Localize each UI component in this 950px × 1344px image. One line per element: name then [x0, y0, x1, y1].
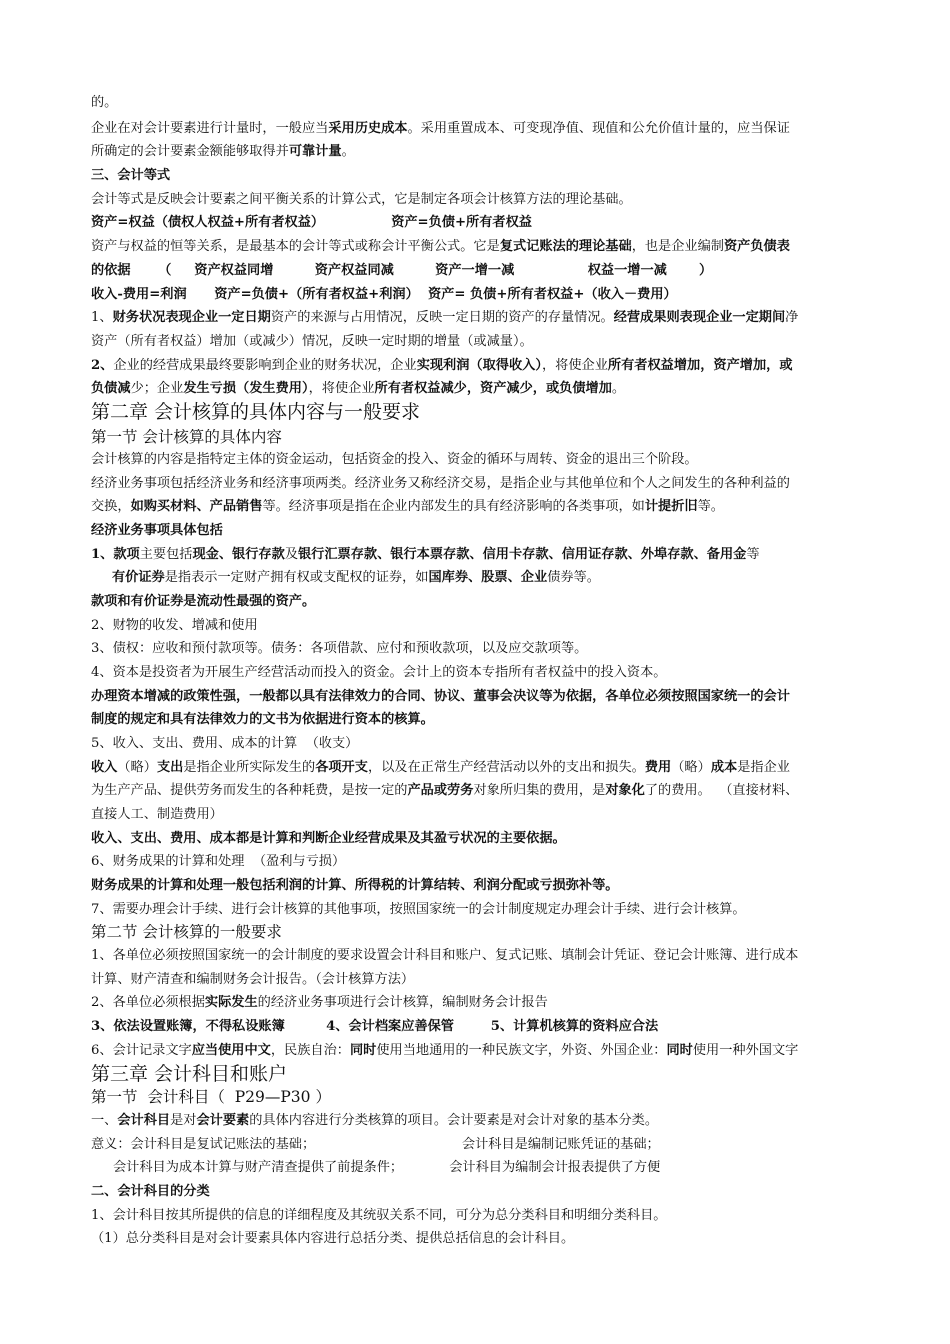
- bold-text: 各项开支: [315, 760, 368, 775]
- text-line: [91, 307, 866, 329]
- section-heading: [91, 426, 866, 448]
- text-line: [91, 709, 866, 731]
- bold-text: 财务状况表现企业一定日期: [112, 310, 271, 325]
- text-span: ，以及在正常生产经营活动以外的支出和损失。: [367, 760, 645, 775]
- text-span: 等: [746, 547, 760, 562]
- text-line: [91, 212, 866, 234]
- bold-text: 实现利润（取得收入）: [416, 358, 542, 373]
- section-heading: [91, 921, 866, 943]
- bold-text: 负债减: [91, 381, 131, 396]
- bold-text: 现金、银行存款: [192, 547, 285, 562]
- text-span: 资产的来源与占用情况，反映一定日期的资产的存量情况。: [270, 310, 614, 325]
- bold-text: 对象化: [605, 783, 645, 798]
- text-span: 企业在对会计要素进行计量时，一般应当: [91, 121, 329, 136]
- text-span: 使用一种外国文字: [692, 1043, 799, 1058]
- text-span: 的。: [91, 95, 118, 110]
- bold-text: 发生亏损（发生费用）: [183, 381, 309, 396]
- text-line: [91, 757, 866, 779]
- text-span: 是对: [170, 1113, 197, 1128]
- text-span: 5、收入、支出、费用、成本的计算 （收支）: [91, 736, 359, 751]
- text-line: [91, 189, 866, 211]
- text-span: 会计等式是反映会计要素之间平衡关系的计算公式，它是制定各项会计核算方法的理论基础。: [91, 192, 632, 207]
- text-line: [91, 780, 866, 802]
- chapter-heading: [91, 400, 866, 424]
- text-span: 企业的经营成果最终要影响到企业的财务状况，企业: [113, 358, 417, 373]
- text-line: [91, 378, 866, 400]
- bold-text: 国库券、股票、企业: [428, 570, 548, 585]
- text-span: 4、资本是投资者为开展生产经营活动而投入的资金。会计上的资本专指所有者权益中的投入资本。: [91, 665, 667, 680]
- text-line: [91, 686, 866, 708]
- text-line: [91, 662, 866, 684]
- text-span: 为生产产品、提供劳务而发生的各种耗费，是按一定的: [91, 783, 408, 798]
- bold-text: 计提折旧: [644, 499, 698, 514]
- text-span: 债券等。: [547, 570, 600, 585]
- text-span: 第三章 会计科目和账户: [91, 1063, 288, 1085]
- text-span: 交换，: [91, 499, 131, 514]
- bold-text: 1、款项: [91, 547, 140, 562]
- text-line: [91, 141, 866, 163]
- text-line: [91, 1205, 866, 1227]
- text-line: [91, 473, 866, 495]
- text-span: 。: [341, 144, 355, 159]
- text-line: [91, 945, 866, 967]
- text-span: 的具体内容进行分类核算的项目。会计要素是对会计对象的基本分类。: [249, 1113, 659, 1128]
- text-span: 等。: [697, 499, 724, 514]
- text-span: 净: [785, 310, 799, 325]
- text-line: [91, 1110, 866, 1132]
- text-span: 第二章 会计核算的具体内容与一般要求: [91, 401, 421, 423]
- text-line: [112, 567, 887, 589]
- text-span: 计算、财产清查和编制财务会计报告。（会计核算方法）: [91, 972, 415, 987]
- text-line: [91, 828, 866, 850]
- bold-text: 支出: [156, 760, 184, 775]
- text-span: ，民族自治：: [270, 1043, 350, 1058]
- text-span: 的经济业务事项进行会计核算，编制财务会计报告: [257, 995, 548, 1010]
- text-span: 6、财务成果的计算和处理 （盈利与亏损）: [91, 854, 346, 869]
- text-span: 所确定的会计要素金额能够取得并: [91, 144, 289, 159]
- bold-text: 如购买材料、产品销售: [130, 499, 263, 514]
- bold-text: 所有者权益减少，资产减少，或负债增加: [374, 381, 612, 396]
- bold-text: 制度的规定和具有法律效力的文书为依据进行资本的核算。: [91, 712, 434, 727]
- bold-text: 的依据 （ 资产权益同增 资产权益同减 资产一增一减 权益一增一减 ）: [91, 263, 713, 278]
- text-span: 第一节 会计科目（ P29—P30 ）: [91, 1088, 331, 1106]
- text-line: [91, 591, 866, 613]
- text-span: 3、债权：应收和预付款项等。债务：各项借款、应付和预收款项，以及应交款项等。: [91, 641, 588, 656]
- text-line: [91, 992, 866, 1014]
- text-span: （1）总分类科目是对会计要素具体内容进行总括分类、提供总括信息的会计科目。: [91, 1231, 575, 1246]
- text-span: 6、会计记录文字: [91, 1043, 192, 1058]
- bold-text: 资产负债表: [724, 239, 790, 254]
- text-span: 一、: [91, 1113, 118, 1128]
- text-span: 少；企业: [130, 381, 184, 396]
- bold-text: 款项和有价证券是流动性最强的资产。: [91, 594, 316, 609]
- bold-text: 资产=权益（债权人权益+所有者权益）: [91, 215, 325, 230]
- text-span: 第一节 会计核算的具体内容: [91, 428, 282, 446]
- text-line: [91, 496, 866, 518]
- bold-text: 3、依法设置账簿，不得私设账簿 4、会计档案应善保管 5、计算机核算的资料应合法: [91, 1019, 659, 1034]
- bold-text: 会计要素: [196, 1113, 250, 1128]
- bold-text: 经济业务事项具体包括: [91, 523, 223, 538]
- text-line: [91, 355, 866, 377]
- text-span: 是指企业: [737, 760, 790, 775]
- text-span: 1、: [91, 310, 113, 325]
- text-line: [91, 118, 866, 140]
- text-line: [91, 520, 866, 542]
- text-span: ，也是企业编制: [631, 239, 724, 254]
- bold-text: 银行汇票存款、银行本票存款、信用卡存款、信用证存款、外埠存款、备用金: [298, 547, 747, 562]
- bold-text: 收入: [91, 760, 118, 775]
- text-span: 主要包括: [139, 547, 193, 562]
- bold-text: 同时: [349, 1043, 377, 1058]
- chapter-heading: [91, 1062, 866, 1086]
- text-line: [91, 899, 866, 921]
- text-line: [91, 92, 866, 114]
- bold-text: 可靠计量: [288, 144, 342, 159]
- text-span: 7、需要办理会计手续、进行会计核算的其他事项，按照国家统一的会计制度规定办理会计手续、进行会计核算。: [91, 902, 746, 917]
- text-span: 。采用重置成本、可变现净值、现值和公允价值计量的，应当保证: [407, 121, 790, 136]
- text-line: [91, 260, 866, 282]
- text-line: [91, 804, 866, 826]
- bold-text: 采用历史成本: [328, 121, 408, 136]
- text-span: 使用当地通用的一种民族文字，外资、外国企业：: [376, 1043, 667, 1058]
- text-line: [91, 165, 866, 187]
- bold-text: 成本: [710, 760, 738, 775]
- text-line: [91, 638, 866, 660]
- text-span: 1、会计科目按其所提供的信息的详细程度及其统驭关系不同，可分为总分类科目和明细分类科目。: [91, 1208, 667, 1223]
- text-line: [91, 1134, 866, 1156]
- text-line: [91, 284, 866, 306]
- bold-text: 实际发生: [204, 995, 258, 1010]
- bold-text: 复式记账法的理论基础: [499, 239, 632, 254]
- text-line: [91, 615, 866, 637]
- bold-text: 资产=负债+所有者权益: [391, 215, 532, 230]
- text-span: ，将使企业: [541, 358, 608, 373]
- text-span: 直接人工、制造费用）: [91, 807, 223, 822]
- text-span: 意义：会计科目是复试记账法的基础； 会计科目是编制记账凭证的基础；: [91, 1137, 660, 1152]
- bold-text: 二、会计科目的分类: [91, 1184, 210, 1199]
- text-span: 是指表示一定财产拥有权或支配权的证券，如: [164, 570, 429, 585]
- text-span: [324, 215, 391, 230]
- text-line: [91, 1016, 866, 1038]
- text-span: 等。经济事项是指在企业内部发生的具有经济影响的各类事项，如: [262, 499, 645, 514]
- text-line: [91, 449, 866, 471]
- text-span: 会计核算的内容是指特定主体的资金运动，包括资金的投入、资金的循环与周转、资金的退出三个阶段。: [91, 452, 698, 467]
- text-span: 了的费用。 （直接材料、: [644, 783, 799, 798]
- bold-text: 经营成果则表现企业一定期间: [613, 310, 786, 325]
- text-line: [91, 1228, 866, 1250]
- text-span: 第二节 会计核算的一般要求: [91, 923, 282, 941]
- text-span: 。: [611, 381, 626, 396]
- bold-text: 应当使用中文: [191, 1043, 271, 1058]
- bold-text: 收入-费用=利润 资产=负债+（所有者权益+利润） 资产= 负债+所有者权益+（收入－费用）: [91, 287, 677, 302]
- text-span: （略）: [117, 760, 157, 775]
- text-span: 对象所归集的费用，是: [473, 783, 606, 798]
- bold-text: 收入、支出、费用、成本都是计算和判断企业经营成果及其盈亏状况的主要依据。: [91, 831, 566, 846]
- bold-text: 财务成果的计算和处理一般包括利润的计算、所得税的计算结转、利润分配或亏损弥补等。: [91, 878, 619, 893]
- bold-text: 三、会计等式: [91, 168, 171, 183]
- bold-text: 2、: [91, 358, 114, 373]
- text-span: 会计科目为成本计算与财产清查提供了前提条件； 会计科目为编制会计报表提供了方便: [113, 1160, 661, 1175]
- text-line: [91, 236, 866, 258]
- text-line: [91, 851, 866, 873]
- text-span: 资产（所有者权益）增加（或减少）情况，反映一定时期的增量（或减量）。: [91, 334, 533, 349]
- bold-text: 同时: [666, 1043, 693, 1058]
- text-span: 1、各单位必须按照国家统一的会计制度的要求设置会计科目和账户、复式记账、填制会计凭证、登记会计账簿、进行成本: [91, 948, 799, 963]
- text-line: [91, 544, 866, 566]
- text-span: 及: [284, 547, 298, 562]
- text-line: [91, 733, 866, 755]
- text-span: 是指企业所实际发生的: [183, 760, 316, 775]
- text-span: 资产与权益的恒等关系，是最基本的会计等式或称会计平衡公式。它是: [91, 239, 500, 254]
- text-span: ，将使企业: [308, 381, 375, 396]
- bold-text: 有价证券: [112, 570, 165, 585]
- text-span: 2、各单位必须根据: [91, 995, 205, 1010]
- bold-text: 会计科目: [117, 1113, 171, 1128]
- bold-text: 费用: [644, 760, 672, 775]
- bold-text: 所有者权益增加，资产增加，或: [607, 358, 793, 373]
- bold-text: 产品或劳务: [407, 783, 474, 798]
- text-line: [91, 1181, 866, 1203]
- section-heading: [91, 1086, 866, 1108]
- text-line: [91, 1040, 866, 1062]
- text-line: [91, 331, 866, 353]
- text-line: [91, 969, 866, 991]
- text-span: 经济业务事项包括经济业务和经济事项两类。经济业务又称经济交易，是指企业与其他单位和个人之间发生的各种利益的: [91, 476, 790, 491]
- text-span: （略）: [671, 760, 711, 775]
- text-line: [91, 875, 866, 897]
- text-line: [113, 1157, 888, 1179]
- text-span: 2、财物的收发、增减和使用: [91, 618, 258, 633]
- bold-text: 办理资本增减的政策性强，一般都以具有法律效力的合同、协议、董事会决议等为依据，各单位必须按照国家统一的会计: [91, 689, 790, 704]
